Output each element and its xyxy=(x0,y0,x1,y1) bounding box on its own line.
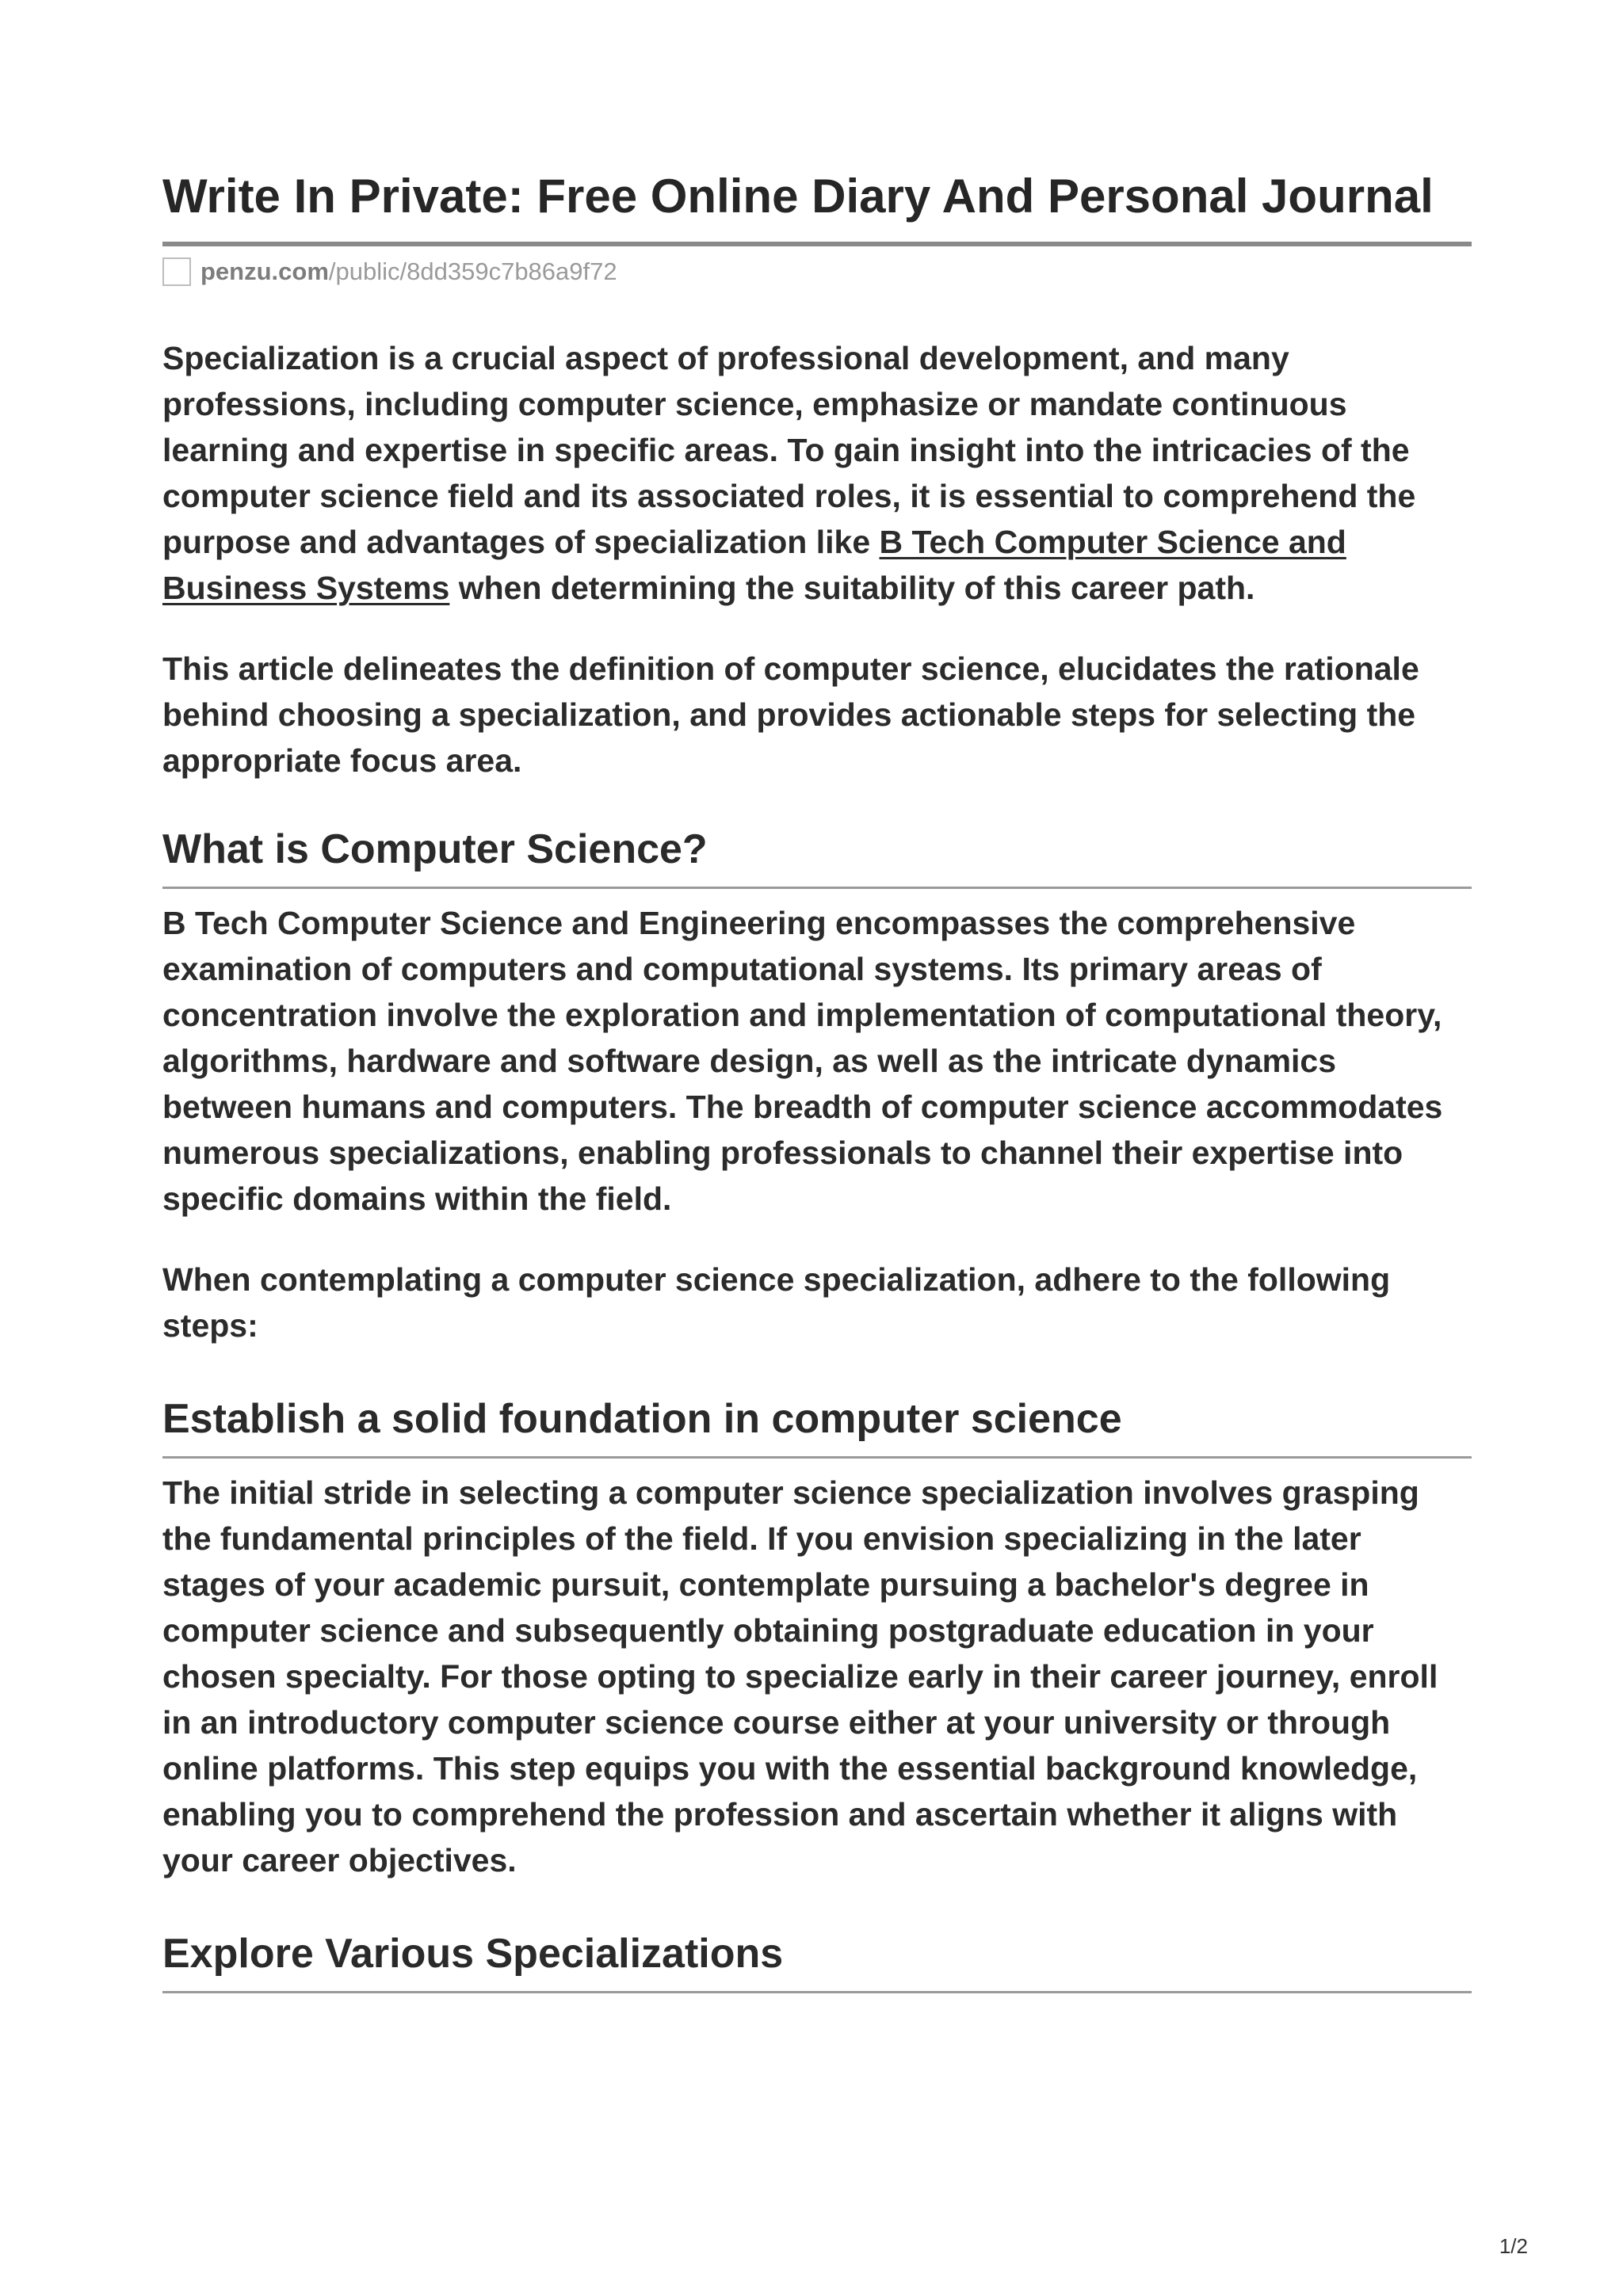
section-paragraph: The initial stride in selecting a computer science specialization involves grasping the fundamental principles of the field. If you envision specializing in the later stages of your academic pursuit, contemplate pursuing a bachelor's degree in computer science and subsequently obtaining postgraduate education in your chosen specialty. For those opting to specialize early in their career journey, enroll in an introductory computer science course either at your university or through online platforms. This step equips you with the essential background knowledge, enabling you to comprehend the profession and ascertain whether it aligns with your career objectives. xyxy=(162,1474,1438,1878)
section-paragraph: When contemplating a computer science specialization, adhere to the following steps: xyxy=(162,1261,1391,1344)
document-title: Write In Private: Free Online Diary And Personal Journal xyxy=(162,166,1472,246)
section-heading-explore: Explore Various Specializations xyxy=(162,1928,1472,1993)
intro-paragraph-2: This article delineates the definition of computer science, elucidates the rationale behind choosing a specialization, and provides actionable steps for selecting the appropriate focus area. xyxy=(162,650,1419,779)
source-line xyxy=(162,256,1472,288)
page-number: 1/2 xyxy=(1499,2234,1528,2258)
intro-text-before-link: Specialization is a crucial aspect of professional development, and many professions, including computer science, emphasize or mandate continuous learning and expertise in specific areas. To gain insight into the intricacies of the computer science field and its associated roles, it is essential to comprehend the purpose and advantages of specialization like xyxy=(162,340,1416,560)
section-paragraph: B Tech Computer Science and Engineering encompasses the comprehensive examination of computers and computational systems. Its primary areas of concentration involve the exploration and implementation of computational theory, algorithms, hardware and software design, as well as the intricate dynamics between humans and computers. The breadth of computer science accommodates numerous specializations, enabling professionals to channel their expertise into specific domains within the field. xyxy=(162,905,1443,1217)
source-link[interactable] xyxy=(200,256,617,288)
intro-text-after-link: when determining the suitability of this career path. xyxy=(449,570,1255,606)
section-heading-foundation: Establish a solid foundation in computer science xyxy=(162,1393,1472,1459)
intro-paragraph-1 xyxy=(162,335,1472,611)
specialization-link[interactable]: B Tech Computer Science and Business Systems xyxy=(162,524,1346,606)
document-page xyxy=(162,166,1472,1993)
source-domain: penzu.com xyxy=(200,257,329,285)
favicon-icon xyxy=(162,257,191,286)
section-heading-what-is-cs: What is Computer Science? xyxy=(162,823,1472,889)
source-path: /public/8dd359c7b86a9f72 xyxy=(328,257,617,285)
